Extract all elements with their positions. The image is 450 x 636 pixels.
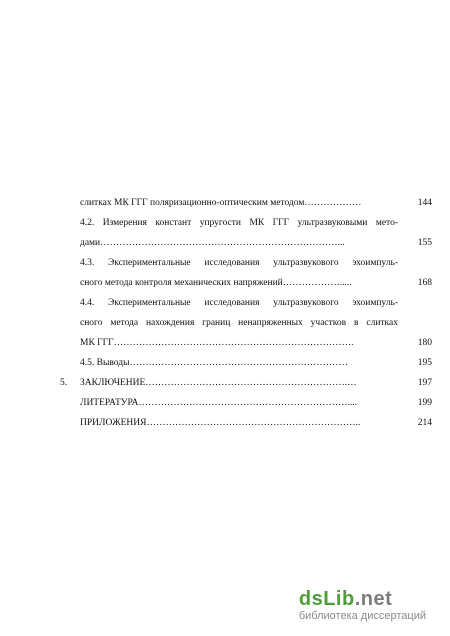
toc-line: МК ГГГ………………………………………………………………….	[80, 338, 354, 348]
toc-line: сного метода нахождения границ ненапряженных участков в слитках	[80, 318, 398, 328]
toc-line: ПРИЛОЖЕНИЯ…………………………………………………………..	[80, 418, 361, 428]
toc-page-number: 195	[417, 358, 432, 368]
toc-page-number: 155	[417, 238, 432, 248]
toc-page-number: 144	[417, 198, 432, 208]
toc-line: ЗАКЛЮЧЕНИЕ……………………………………………………….…	[80, 378, 357, 388]
toc-page-number: 180	[417, 338, 432, 348]
toc-line: 4.4. Экспериментальные исследования ультразвукового эхоимпуль-	[80, 298, 398, 308]
toc-line: дами…………………………………………………………………...	[80, 238, 345, 248]
toc-line: 4.2. Измерения констант упругости МК ГГГ ультразвуковыми мето-	[80, 218, 398, 228]
toc-line: слитках МК ГГГ поляризационно-оптическим методом………………	[80, 198, 362, 208]
toc-line: 4.5. Выводы……………………………………………………………	[80, 358, 348, 368]
toc-section-number: 5.	[60, 378, 68, 388]
toc-line: 4.3. Экспериментальные исследования ультразвукового эхоимпуль-	[80, 258, 398, 268]
watermark	[299, 588, 426, 623]
toc-line: сного метода контроля механических напряжений……………….....	[80, 278, 352, 288]
toc-page-number: 214	[417, 418, 432, 428]
toc-page-number: 199	[417, 398, 432, 408]
toc-page-number: 168	[417, 278, 432, 288]
toc-line: ЛИТЕРАТУРА…………………………………………………………....	[80, 398, 357, 408]
watermark-subtitle: библиотека диссертаций	[298, 610, 426, 622]
watermark-logo: dsLib.net	[298, 588, 393, 610]
toc-page-number: 197	[417, 378, 432, 388]
